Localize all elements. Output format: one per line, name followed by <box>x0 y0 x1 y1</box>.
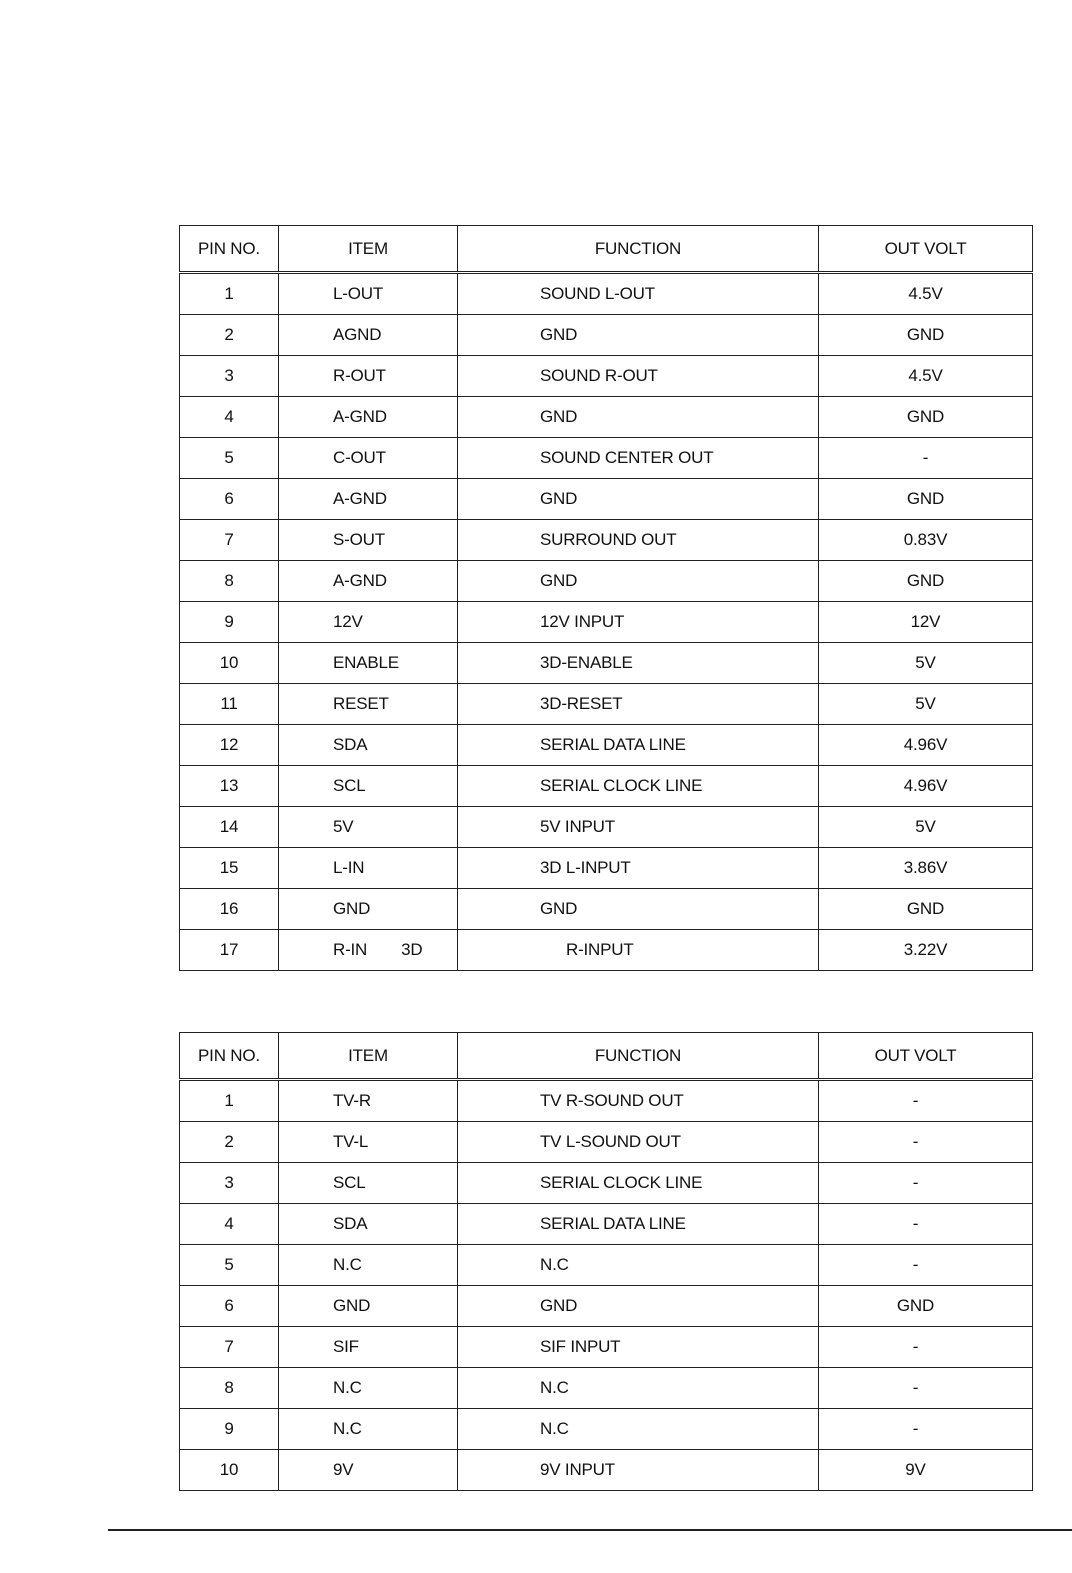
out-volt-value: 4.5V <box>819 273 1033 315</box>
function-label: SERIAL DATA LINE <box>458 1204 819 1245</box>
item-label: AGND <box>279 315 458 356</box>
pin-table-1 <box>179 225 1033 971</box>
pin-number: 5 <box>180 1245 279 1286</box>
item-label: SCL <box>279 766 458 807</box>
item-label: N.C <box>279 1368 458 1409</box>
item-label: GND <box>279 889 458 930</box>
header-pin-no: PIN NO. <box>180 226 279 273</box>
table-row <box>180 397 1033 438</box>
pin-number: 15 <box>180 848 279 889</box>
out-volt-value: GND <box>819 479 1033 520</box>
function-label: SOUND CENTER OUT <box>458 438 819 479</box>
item-label: A-GND <box>279 561 458 602</box>
out-volt-value: 4.5V <box>819 356 1033 397</box>
table-header-row <box>180 1033 1033 1080</box>
table-row <box>180 1163 1033 1204</box>
item-label: N.C <box>279 1409 458 1450</box>
out-volt-value: GND <box>819 397 1033 438</box>
pin-number: 6 <box>180 1286 279 1327</box>
function-label: SERIAL CLOCK LINE <box>458 766 819 807</box>
item-label: R-OUT <box>279 356 458 397</box>
function-label: 9V INPUT <box>458 1450 819 1491</box>
function-label: SERIAL CLOCK LINE <box>458 1163 819 1204</box>
pin-table-1-body <box>180 273 1033 971</box>
function-label: TV L-SOUND OUT <box>458 1122 819 1163</box>
header-item: ITEM <box>279 1033 458 1080</box>
pin-number: 3 <box>180 1163 279 1204</box>
function-label: TV R-SOUND OUT <box>458 1080 819 1122</box>
table-row <box>180 1409 1033 1450</box>
pin-number: 2 <box>180 315 279 356</box>
table-row <box>180 889 1033 930</box>
function-label: GND <box>458 479 819 520</box>
function-label: SIF INPUT <box>458 1327 819 1368</box>
pin-number: 14 <box>180 807 279 848</box>
item-label: SDA <box>279 725 458 766</box>
pin-table-2 <box>179 1032 1033 1491</box>
pin-number: 17 <box>180 930 279 971</box>
table-row <box>180 561 1033 602</box>
pin-number: 1 <box>180 1080 279 1122</box>
item-label: L-OUT <box>279 273 458 315</box>
item-label: SCL <box>279 1163 458 1204</box>
header-function: FUNCTION <box>458 226 819 273</box>
table-row <box>180 643 1033 684</box>
pin-number: 10 <box>180 643 279 684</box>
out-volt-value: - <box>819 1327 1033 1368</box>
out-volt-value: 5V <box>819 643 1033 684</box>
pin-number: 5 <box>180 438 279 479</box>
item-label: 12V <box>279 602 458 643</box>
table-row <box>180 602 1033 643</box>
item-label: C-OUT <box>279 438 458 479</box>
function-label: N.C <box>458 1245 819 1286</box>
table-row <box>180 1368 1033 1409</box>
out-volt-value: - <box>819 1409 1033 1450</box>
item-label: GND <box>279 1286 458 1327</box>
pin-number: 11 <box>180 684 279 725</box>
item-cell <box>279 930 458 971</box>
out-volt-value: 4.96V <box>819 725 1033 766</box>
function-label: GND <box>458 889 819 930</box>
item-label: R-IN <box>333 940 368 959</box>
header-pin-no: PIN NO. <box>180 1033 279 1080</box>
pin-number: 6 <box>180 479 279 520</box>
function-label: GND <box>458 1286 819 1327</box>
pin-number: 13 <box>180 766 279 807</box>
out-volt-value: GND <box>819 889 1033 930</box>
out-volt-value: - <box>819 1163 1033 1204</box>
item-label: SDA <box>279 1204 458 1245</box>
pin-number: 7 <box>180 520 279 561</box>
function-label: GND <box>458 315 819 356</box>
item-label: 9V <box>279 1450 458 1491</box>
function-label: GND <box>458 561 819 602</box>
function-label: SOUND L-OUT <box>458 273 819 315</box>
pin-number: 9 <box>180 1409 279 1450</box>
item-label: 5V <box>279 807 458 848</box>
out-volt-value: - <box>819 438 1033 479</box>
table-row <box>180 1245 1033 1286</box>
item-label: TV-R <box>279 1080 458 1122</box>
table-row <box>180 1122 1033 1163</box>
table-row <box>180 273 1033 315</box>
function-label: 3D-RESET <box>458 684 819 725</box>
pin-number: 1 <box>180 273 279 315</box>
pin-number: 9 <box>180 602 279 643</box>
item-label: RESET <box>279 684 458 725</box>
out-volt-value: 3.22V <box>819 930 1033 971</box>
table-row <box>180 315 1033 356</box>
function-label: SURROUND OUT <box>458 520 819 561</box>
table-row <box>180 438 1033 479</box>
item-label: N.C <box>279 1245 458 1286</box>
table-row <box>180 356 1033 397</box>
function-label: N.C <box>458 1409 819 1450</box>
table-row <box>180 807 1033 848</box>
table-row <box>180 479 1033 520</box>
out-volt-value: - <box>819 1204 1033 1245</box>
function-label: N.C <box>458 1368 819 1409</box>
pin-table-2-body <box>180 1080 1033 1491</box>
table-row <box>180 848 1033 889</box>
out-volt-value: - <box>819 1080 1033 1122</box>
header-out-volt: OUT VOLT <box>819 1033 1033 1080</box>
table-header-row <box>180 226 1033 273</box>
item-label: S-OUT <box>279 520 458 561</box>
table-row <box>180 1204 1033 1245</box>
out-volt-value: GND <box>819 1286 1033 1327</box>
out-volt-value: - <box>819 1245 1033 1286</box>
pin-number: 2 <box>180 1122 279 1163</box>
item-label: TV-L <box>279 1122 458 1163</box>
pin-number: 16 <box>180 889 279 930</box>
table-row <box>180 520 1033 561</box>
pin-number: 8 <box>180 1368 279 1409</box>
function-label: 3D L-INPUT <box>458 848 819 889</box>
pin-number: 10 <box>180 1450 279 1491</box>
item-label: SIF <box>279 1327 458 1368</box>
pin-number: 4 <box>180 1204 279 1245</box>
table-row <box>180 1286 1033 1327</box>
out-volt-value: 12V <box>819 602 1033 643</box>
table-row <box>180 1080 1033 1122</box>
function-label: SERIAL DATA LINE <box>458 725 819 766</box>
header-item: ITEM <box>279 226 458 273</box>
item-label: A-GND <box>279 397 458 438</box>
function-label: SOUND R-OUT <box>458 356 819 397</box>
function-label: R-INPUT <box>566 940 634 959</box>
out-volt-value: 3.86V <box>819 848 1033 889</box>
item-label: ENABLE <box>279 643 458 684</box>
function-cell <box>458 930 819 971</box>
function-label: 12V INPUT <box>458 602 819 643</box>
out-volt-value: - <box>819 1122 1033 1163</box>
out-volt-value: GND <box>819 561 1033 602</box>
pin-number: 12 <box>180 725 279 766</box>
header-function: FUNCTION <box>458 1033 819 1080</box>
header-out-volt: OUT VOLT <box>819 226 1033 273</box>
pin-number: 8 <box>180 561 279 602</box>
item-extra-label: 3D <box>401 940 423 959</box>
item-label: A-GND <box>279 479 458 520</box>
table-row <box>180 1327 1033 1368</box>
item-label: L-IN <box>279 848 458 889</box>
footer-rule <box>108 1529 1072 1531</box>
table-row <box>180 930 1033 971</box>
out-volt-value: 9V <box>819 1450 1033 1491</box>
pin-number: 7 <box>180 1327 279 1368</box>
table-row <box>180 1450 1033 1491</box>
out-volt-value: 0.83V <box>819 520 1033 561</box>
function-label: GND <box>458 397 819 438</box>
pin-number: 4 <box>180 397 279 438</box>
table-row <box>180 725 1033 766</box>
out-volt-value: GND <box>819 315 1033 356</box>
out-volt-value: 5V <box>819 807 1033 848</box>
out-volt-value: 5V <box>819 684 1033 725</box>
function-label: 5V INPUT <box>458 807 819 848</box>
table-row <box>180 684 1033 725</box>
table-row <box>180 766 1033 807</box>
out-volt-value: 4.96V <box>819 766 1033 807</box>
pin-number: 3 <box>180 356 279 397</box>
out-volt-value: - <box>819 1368 1033 1409</box>
function-label: 3D-ENABLE <box>458 643 819 684</box>
